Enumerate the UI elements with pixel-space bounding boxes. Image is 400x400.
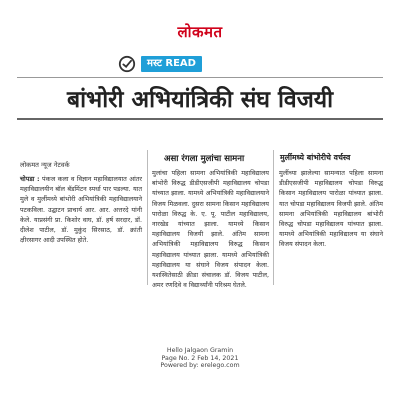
must-read-label: मस्ट READ [141, 56, 202, 72]
headline-divider [17, 118, 383, 120]
left-column [20, 174, 142, 245]
must-read-badge [118, 54, 202, 74]
column-divider-left [147, 150, 148, 285]
right-subhead: मुलींमध्ये बांभोरीचे वर्चस्व [280, 153, 351, 162]
check-circle-icon [118, 55, 136, 73]
footer-powered-by: Powered by: erelego.com [160, 362, 240, 370]
byline: लोकमत न्यूज नेटवर्क [20, 161, 70, 169]
footer-edition: Hello Jalgaon Gramin [166, 347, 234, 354]
masthead-logo: लोकमत [177, 23, 223, 41]
middle-subhead: असा रंगला मुलांचा सामना [164, 154, 245, 164]
left-column-body: पंकज कला व विज्ञान महाविद्यालयात आंतर महाविद्यालयीन बॉल बॅडमिंटन स्पर्धा पार पडल्या. यात मुले व मुलींमध्ये बांभोरी अभियांत्रिकी महाविद्यालयाने पटकविला. उद्घाटन प्राचार्य आर. आर. अत्तरदे यांनी केले. याप्रसंगी प्रा. किशोर वाघ, डॉ. हर्ष सरदार, डॉ. दीलेश पाटील, डॉ. मुकुंद सिरसाठ, डॉ. क्रांती क्षीरसागर आदी उपस्थित होते. [20, 175, 142, 245]
dateline: चोपडा : [20, 175, 40, 183]
article-headline: बांभोरी अभियांत्रिकी संघ विजयी [66, 87, 334, 113]
top-divider [17, 77, 383, 78]
footer [0, 347, 400, 370]
footer-page-date: Page No. 2 Feb 14, 2021 [161, 354, 239, 362]
right-column: मुलींच्या झालेल्या सामन्यात पहिला सामना डीडीएसजीपी महाविद्यालय चोपडा विरुद्ध किसान महाविद्यालय पारोळा यांच्यात झाला. यात चोपडा महाविद्यालय विजयी झाले. अंतिम सामना अभियांत्रिकी महाविद्यालय बांभोरी विरुद्ध चोपडा महाविद्यालय यांच्यात झाला. यामध्ये अभियांत्रिकी महाविद्यालय या संघाने विजय संपादन केला. [279, 169, 383, 249]
column-divider-right [273, 150, 274, 285]
middle-column: मुलांचा पहिला सामना अभियांत्रिकी महाविद्यालय बांभोरी विरुद्ध डीडीएसजीपी महाविद्यालय चोपडा यांच्यात झाला. यामध्ये अभियांत्रिकी महाविद्यालयाने विजय मिळवला. दुसरा सामना किसान महाविद्यालय पारोळा विरुद्ध के. ए. पू. पाटील महाविद्यालय, नारखेड यांच्यात झाला. यामध्ये किसान महाविद्यालय विजयी झाले. अंतिम सामना अभियांत्रिकी महाविद्यालय विरुद्ध किसान महाविद्यालय यांच्यात झाला. यामध्ये अभियांत्रिकी महाविद्यालय या संघाने विजय संपादन केला. यशस्वितेसाठी क्रीडा संचालक डॉ. विजय पाटील, अमर रणदिवे व विद्यार्थ्यांनी परिश्रम घेतले. [152, 169, 269, 290]
